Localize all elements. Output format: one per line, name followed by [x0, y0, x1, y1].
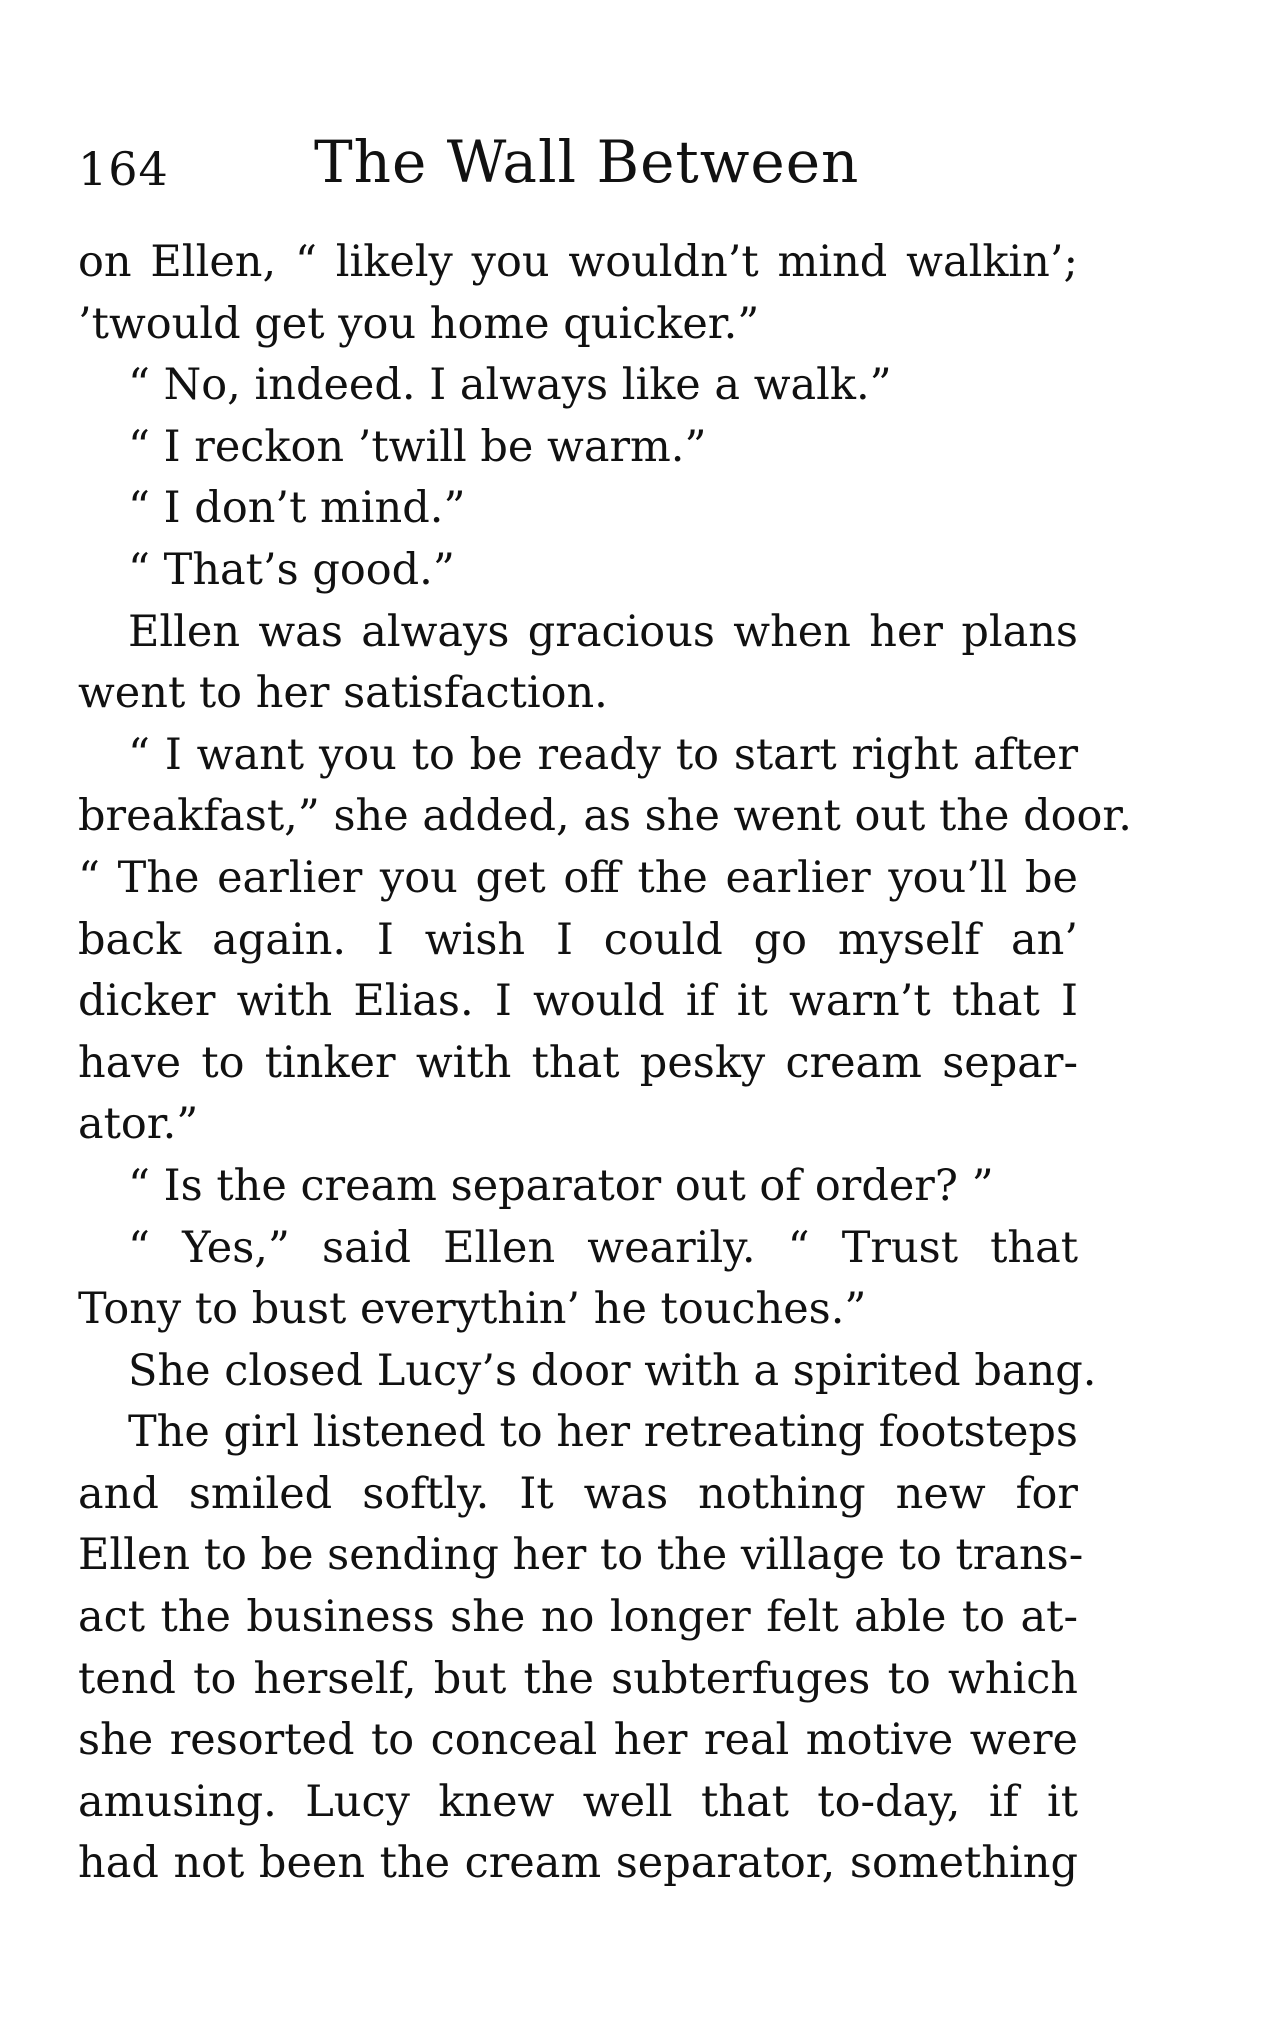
text-line: “ Yes,” said Ellen wearily. “ Trust that — [128, 1222, 1078, 1273]
text-line: “ I want you to be ready to start right after — [128, 729, 1078, 780]
text-line: back again. I wish I could go myself an’ — [78, 914, 1078, 965]
text-line: She closed Lucy’s door with a spirited bang. — [128, 1345, 1097, 1396]
text-line: ator.” — [78, 1099, 199, 1150]
text-line: and smiled softly. It was nothing new for — [78, 1468, 1078, 1519]
text-line: Ellen to be sending her to the village to trans- — [78, 1530, 1084, 1581]
text-line: ’twould get you home quicker.” — [78, 298, 760, 349]
text-line: amusing. Lucy knew well that to-day, if it — [78, 1776, 1078, 1827]
text-line: on Ellen, “ likely you wouldn’t mind walkin’; — [78, 237, 1078, 287]
text-line: “ That’s good.” — [128, 544, 455, 595]
text-line: “ I reckon ’twill be warm.” — [128, 421, 707, 472]
running-title: The Wall Between — [314, 128, 860, 196]
page-number: 164 — [78, 142, 169, 196]
text-line: breakfast,” she added, as she went out the door. — [78, 791, 1132, 842]
text-line: had not been the cream separator, something — [78, 1838, 1078, 1889]
page-header — [78, 128, 1078, 198]
text-line: “ Is the cream separator out of order? ” — [128, 1160, 994, 1211]
text-line: The girl listened to her retreating footsteps — [128, 1407, 1078, 1458]
text-line: dicker with Elias. I would if it warn’t that I — [78, 976, 1078, 1027]
text-line: “ No, indeed. I always like a walk.” — [128, 360, 892, 411]
body-text — [78, 232, 1132, 1895]
text-line: “ I don’t mind.” — [128, 483, 466, 534]
text-line: “ The earlier you get off the earlier you’ll be — [78, 852, 1078, 903]
text-line: act the business she no longer felt able to at- — [78, 1592, 1078, 1643]
text-line: went to her satisfaction. — [78, 668, 608, 719]
text-line: she resorted to conceal her real motive were — [78, 1715, 1078, 1766]
text-line: Ellen was always gracious when her plans — [128, 606, 1078, 657]
text-line: have to tinker with that pesky cream separ- — [78, 1037, 1078, 1088]
text-line: tend to herself, but the subterfuges to which — [78, 1653, 1078, 1704]
text-line: Tony to bust everythin’ he touches.” — [78, 1284, 867, 1335]
